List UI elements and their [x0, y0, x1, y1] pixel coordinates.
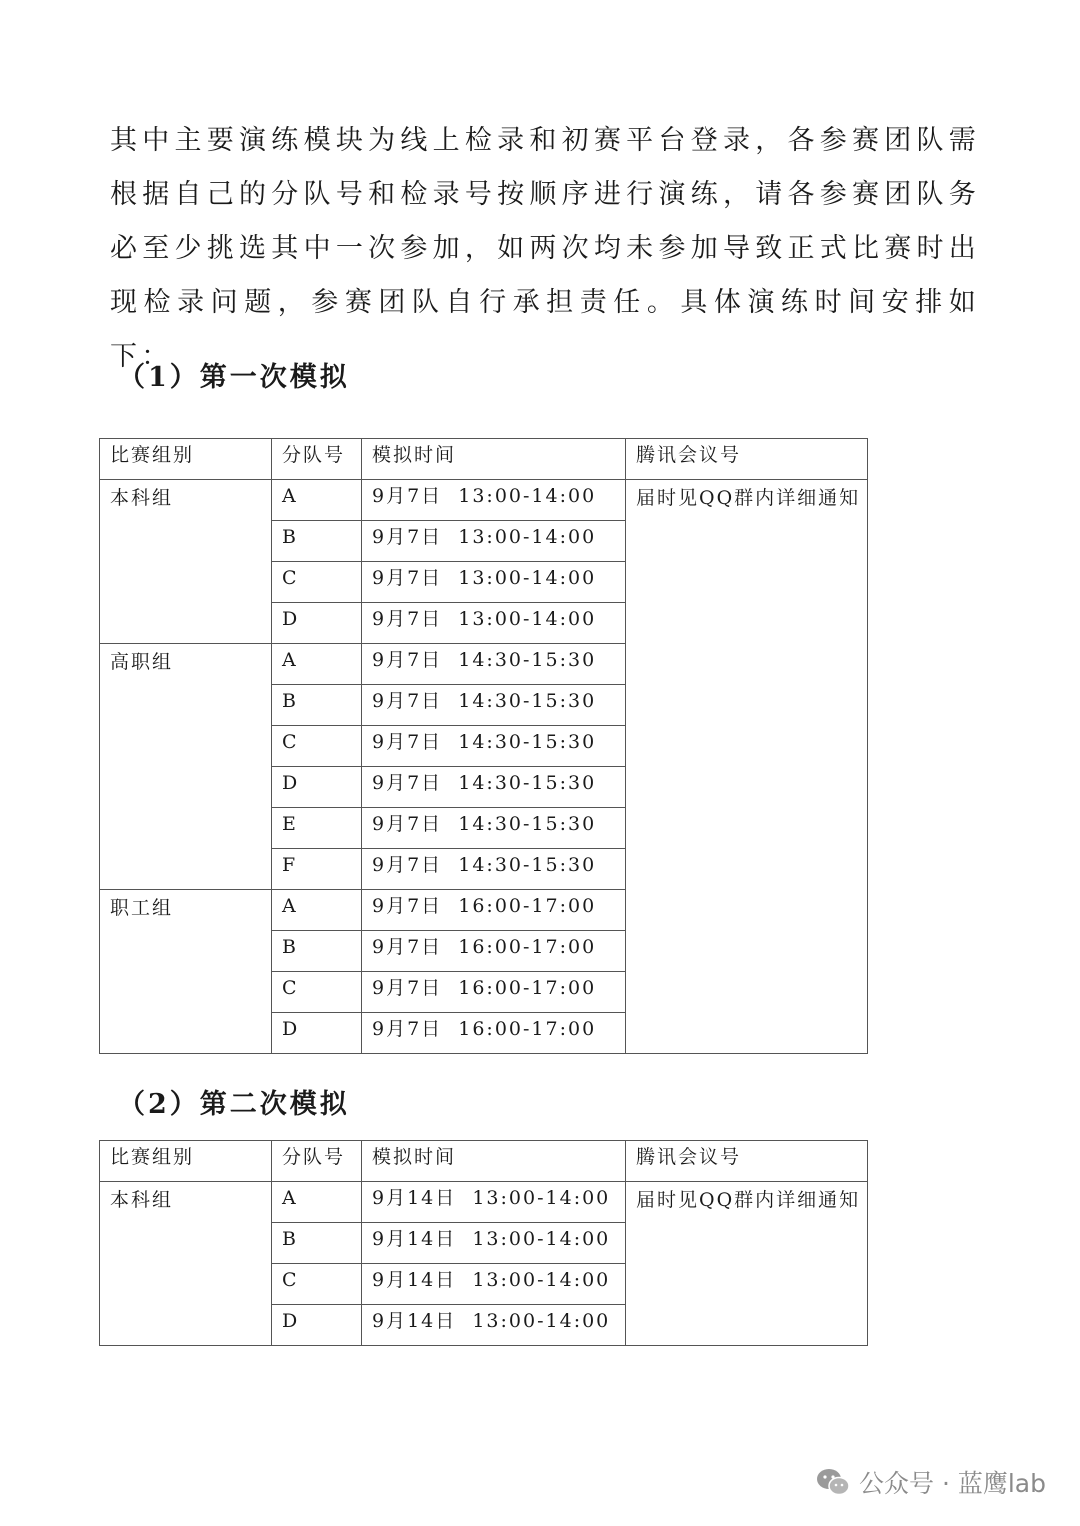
time-cell: 9月7日 14:30-15:30 [362, 726, 626, 767]
meeting-note-cell: 届时见QQ群内详细通知 [626, 480, 868, 1054]
column-header: 分队号 [272, 1141, 362, 1182]
group-name-cell: 本科组 [100, 1182, 272, 1346]
time-cell: 9月14日 13:00-14:00 [362, 1223, 626, 1264]
schedule-table-1 [99, 438, 868, 1054]
schedule-table-2 [99, 1140, 868, 1346]
time-cell: 9月7日 14:30-15:30 [362, 849, 626, 890]
team-cell: F [272, 849, 362, 890]
time-cell: 9月7日 13:00-14:00 [362, 603, 626, 644]
team-cell: A [272, 644, 362, 685]
time-cell: 9月7日 14:30-15:30 [362, 808, 626, 849]
group-name-cell: 职工组 [100, 890, 272, 1054]
team-cell: B [272, 1223, 362, 1264]
time-cell: 9月14日 13:00-14:00 [362, 1182, 626, 1223]
team-cell: A [272, 480, 362, 521]
team-cell: C [272, 1264, 362, 1305]
watermark-text: 公众号 · 蓝鹰lab [859, 1469, 1046, 1498]
team-cell: C [272, 562, 362, 603]
watermark [815, 1464, 1046, 1500]
table-row [100, 1182, 868, 1223]
header-row [100, 439, 868, 480]
group-name-cell: 本科组 [100, 480, 272, 644]
column-header: 模拟时间 [362, 439, 626, 480]
time-cell: 9月7日 16:00-17:00 [362, 972, 626, 1013]
team-cell: C [272, 726, 362, 767]
time-cell: 9月7日 16:00-17:00 [362, 931, 626, 972]
column-header: 比赛组别 [100, 439, 272, 480]
team-cell: B [272, 931, 362, 972]
table-row [100, 480, 868, 521]
time-cell: 9月7日 13:00-14:00 [362, 521, 626, 562]
team-cell: E [272, 808, 362, 849]
time-cell: 9月7日 13:00-14:00 [362, 562, 626, 603]
column-header: 模拟时间 [362, 1141, 626, 1182]
time-cell: 9月14日 13:00-14:00 [362, 1305, 626, 1346]
time-cell: 9月7日 14:30-15:30 [362, 644, 626, 685]
meeting-note-cell: 届时见QQ群内详细通知 [626, 1182, 868, 1346]
time-cell: 9月7日 16:00-17:00 [362, 890, 626, 931]
time-cell: 9月7日 14:30-15:30 [362, 767, 626, 808]
team-cell: D [272, 767, 362, 808]
wechat-icon [815, 1467, 851, 1497]
team-cell: D [272, 1013, 362, 1054]
team-cell: A [272, 1182, 362, 1223]
intro-paragraph: 其中主要演练模块为线上检录和初赛平台登录，各参赛团队需根据自己的分队号和检录号按顺序进行演练，请各参赛团队务必至少挑选其中一次参加，如两次均未参加导致正式比赛时出现检录问题，参赛团队自行承担责任。具体演练时间安排如下： [110, 125, 980, 372]
team-cell: D [272, 1305, 362, 1346]
team-cell: B [272, 685, 362, 726]
time-cell: 9月7日 14:30-15:30 [362, 685, 626, 726]
column-header: 分队号 [272, 439, 362, 480]
time-cell: 9月7日 13:00-14:00 [362, 480, 626, 521]
time-cell: 9月7日 16:00-17:00 [362, 1013, 626, 1054]
team-cell: B [272, 521, 362, 562]
header-row [100, 1141, 868, 1182]
column-header: 比赛组别 [100, 1141, 272, 1182]
team-cell: A [272, 890, 362, 931]
section-2-title: （2）第二次模拟 [118, 1089, 350, 1120]
column-header: 腾讯会议号 [626, 439, 868, 480]
time-cell: 9月14日 13:00-14:00 [362, 1264, 626, 1305]
section-1-title: （1）第一次模拟 [118, 362, 350, 393]
team-cell: C [272, 972, 362, 1013]
column-header: 腾讯会议号 [626, 1141, 868, 1182]
team-cell: D [272, 603, 362, 644]
group-name-cell: 高职组 [100, 644, 272, 890]
